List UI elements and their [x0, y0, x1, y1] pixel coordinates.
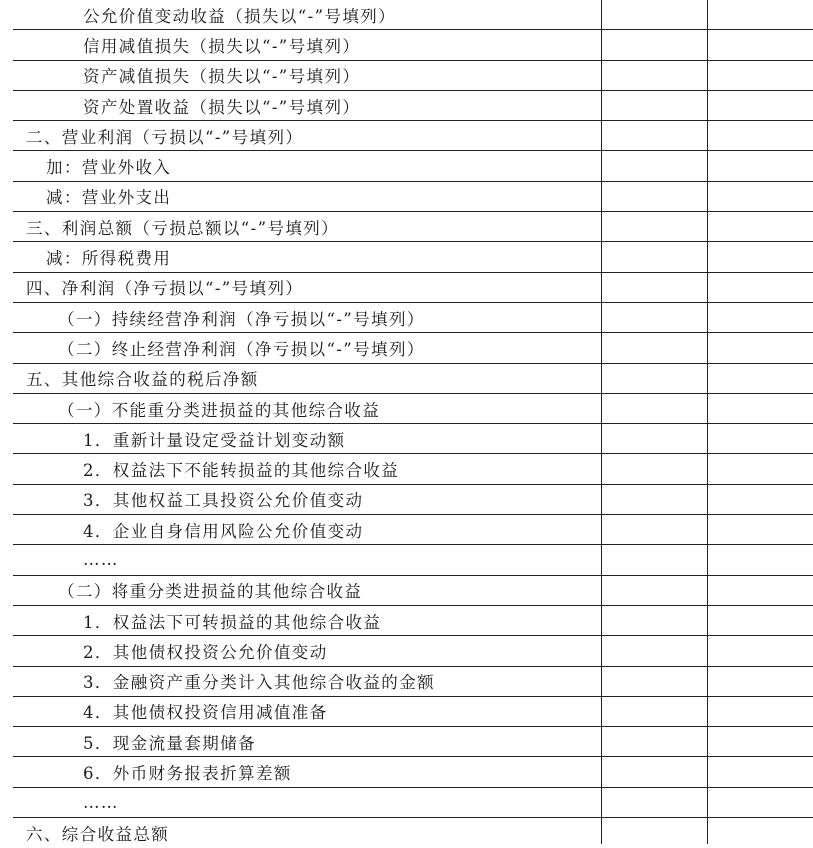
current-period-amount-cell [603, 788, 706, 817]
table-row [13, 333, 813, 363]
current-period-amount-cell [603, 667, 706, 696]
current-period-amount-cell [603, 333, 706, 362]
prior-period-amount-cell [709, 667, 813, 696]
row-label: 2．其他债权投资公允价值变动 [83, 642, 328, 662]
table-row [13, 424, 813, 454]
current-period-amount-cell [603, 636, 706, 665]
row-label: 减：营业外支出 [46, 188, 172, 208]
table-row [13, 30, 813, 60]
prior-period-amount-cell [709, 121, 813, 150]
row-label: （二）将重分类进损益的其他综合收益 [58, 582, 363, 602]
table-row [13, 273, 813, 303]
table-row [13, 364, 813, 394]
row-label: …… [83, 550, 119, 570]
current-period-amount-cell [603, 576, 706, 605]
table-row [13, 454, 813, 484]
row-label: 5．现金流量套期储备 [83, 733, 256, 753]
current-period-amount-cell [603, 757, 706, 786]
current-period-amount-cell [603, 273, 706, 302]
prior-period-amount-cell [709, 727, 813, 756]
table-row [13, 606, 813, 636]
row-label: 4．其他债权投资信用减值准备 [83, 703, 328, 723]
row-label: …… [83, 792, 119, 812]
current-period-amount-cell [603, 30, 706, 59]
row-label: （一）持续经营净利润（净亏损以“-”号填列） [58, 309, 425, 329]
row-label: 三、利润总额（亏损总额以“-”号填列） [26, 218, 340, 238]
row-label: 3．其他权益工具投资公允价值变动 [83, 491, 364, 511]
current-period-amount-cell [603, 151, 706, 180]
row-label: （二）终止经营净利润（净亏损以“-”号填列） [58, 339, 425, 359]
prior-period-amount-cell [709, 0, 813, 29]
prior-period-amount-cell [709, 91, 813, 120]
table-row [13, 182, 813, 212]
prior-period-amount-cell [709, 394, 813, 423]
table-row [13, 0, 813, 30]
table-row [13, 485, 813, 515]
income-statement-table [13, 0, 813, 844]
prior-period-amount-cell [709, 61, 813, 90]
current-period-amount-cell [603, 454, 706, 483]
row-label: 六、综合收益总额 [26, 825, 170, 845]
prior-period-amount-cell [709, 212, 813, 241]
table-row [13, 91, 813, 121]
current-period-amount-cell [603, 394, 706, 423]
row-label: 1．重新计量设定受益计划变动额 [83, 430, 346, 450]
table-row [13, 61, 813, 91]
prior-period-amount-cell [709, 333, 813, 362]
column-divider-current-period [601, 0, 602, 844]
row-label: 4．企业自身信用风险公允价值变动 [83, 521, 364, 541]
row-label: 2．权益法下不能转损益的其他综合收益 [83, 461, 400, 481]
current-period-amount-cell [603, 727, 706, 756]
prior-period-amount-cell [709, 636, 813, 665]
prior-period-amount-cell [709, 576, 813, 605]
column-divider-prior-period [707, 0, 708, 844]
current-period-amount-cell [603, 424, 706, 453]
current-period-amount-cell [603, 515, 706, 544]
prior-period-amount-cell [709, 485, 813, 514]
row-label: 1．权益法下可转损益的其他综合收益 [83, 612, 382, 632]
prior-period-amount-cell [709, 182, 813, 211]
current-period-amount-cell [603, 303, 706, 332]
prior-period-amount-cell [709, 303, 813, 332]
table-row [13, 576, 813, 606]
table-row [13, 212, 813, 242]
table-row [13, 727, 813, 757]
current-period-amount-cell [603, 545, 706, 574]
current-period-amount-cell [603, 606, 706, 635]
prior-period-amount-cell [709, 788, 813, 817]
prior-period-amount-cell [709, 364, 813, 393]
row-label: 3．金融资产重分类计入其他综合收益的金额 [83, 673, 435, 693]
prior-period-amount-cell [709, 151, 813, 180]
prior-period-amount-cell [709, 454, 813, 483]
current-period-amount-cell [603, 697, 706, 726]
current-period-amount-cell [603, 364, 706, 393]
prior-period-amount-cell [709, 757, 813, 786]
row-label: 信用减值损失（损失以“-”号填列） [83, 36, 361, 56]
current-period-amount-cell [603, 61, 706, 90]
table-row [13, 242, 813, 272]
prior-period-amount-cell [709, 606, 813, 635]
current-period-amount-cell [603, 242, 706, 271]
table-body [13, 0, 813, 848]
row-label: 资产处置收益（损失以“-”号填列） [83, 97, 361, 117]
table-row [13, 667, 813, 697]
row-label: （一）不能重分类进损益的其他综合收益 [58, 400, 381, 420]
current-period-amount-cell [603, 182, 706, 211]
current-period-amount-cell [603, 121, 706, 150]
prior-period-amount-cell [709, 273, 813, 302]
prior-period-amount-cell [709, 242, 813, 271]
table-row [13, 303, 813, 333]
row-label: 四、净利润（净亏损以“-”号填列） [26, 279, 304, 299]
table-row [13, 757, 813, 787]
row-label: 减：所得税费用 [46, 249, 172, 269]
prior-period-amount-cell [709, 30, 813, 59]
table-row [13, 636, 813, 666]
table-row [13, 545, 813, 575]
table-row [13, 788, 813, 818]
row-label: 加：营业外收入 [46, 158, 172, 178]
current-period-amount-cell [603, 91, 706, 120]
table-row [13, 515, 813, 545]
row-label: 二、营业利润（亏损以“-”号填列） [26, 127, 304, 147]
current-period-amount-cell [603, 212, 706, 241]
row-label: 五、其他综合收益的税后净额 [26, 370, 259, 390]
prior-period-amount-cell [709, 424, 813, 453]
current-period-amount-cell [603, 0, 706, 29]
table-row [13, 697, 813, 727]
row-label: 资产减值损失（损失以“-”号填列） [83, 67, 361, 87]
prior-period-amount-cell [709, 545, 813, 574]
table-row [13, 151, 813, 181]
table-row [13, 394, 813, 424]
table-row [13, 121, 813, 151]
current-period-amount-cell [603, 485, 706, 514]
row-label: 公允价值变动收益（损失以“-”号填列） [83, 6, 397, 26]
row-label: 6．外币财务报表折算差额 [83, 764, 292, 784]
prior-period-amount-cell [709, 515, 813, 544]
prior-period-amount-cell [709, 697, 813, 726]
